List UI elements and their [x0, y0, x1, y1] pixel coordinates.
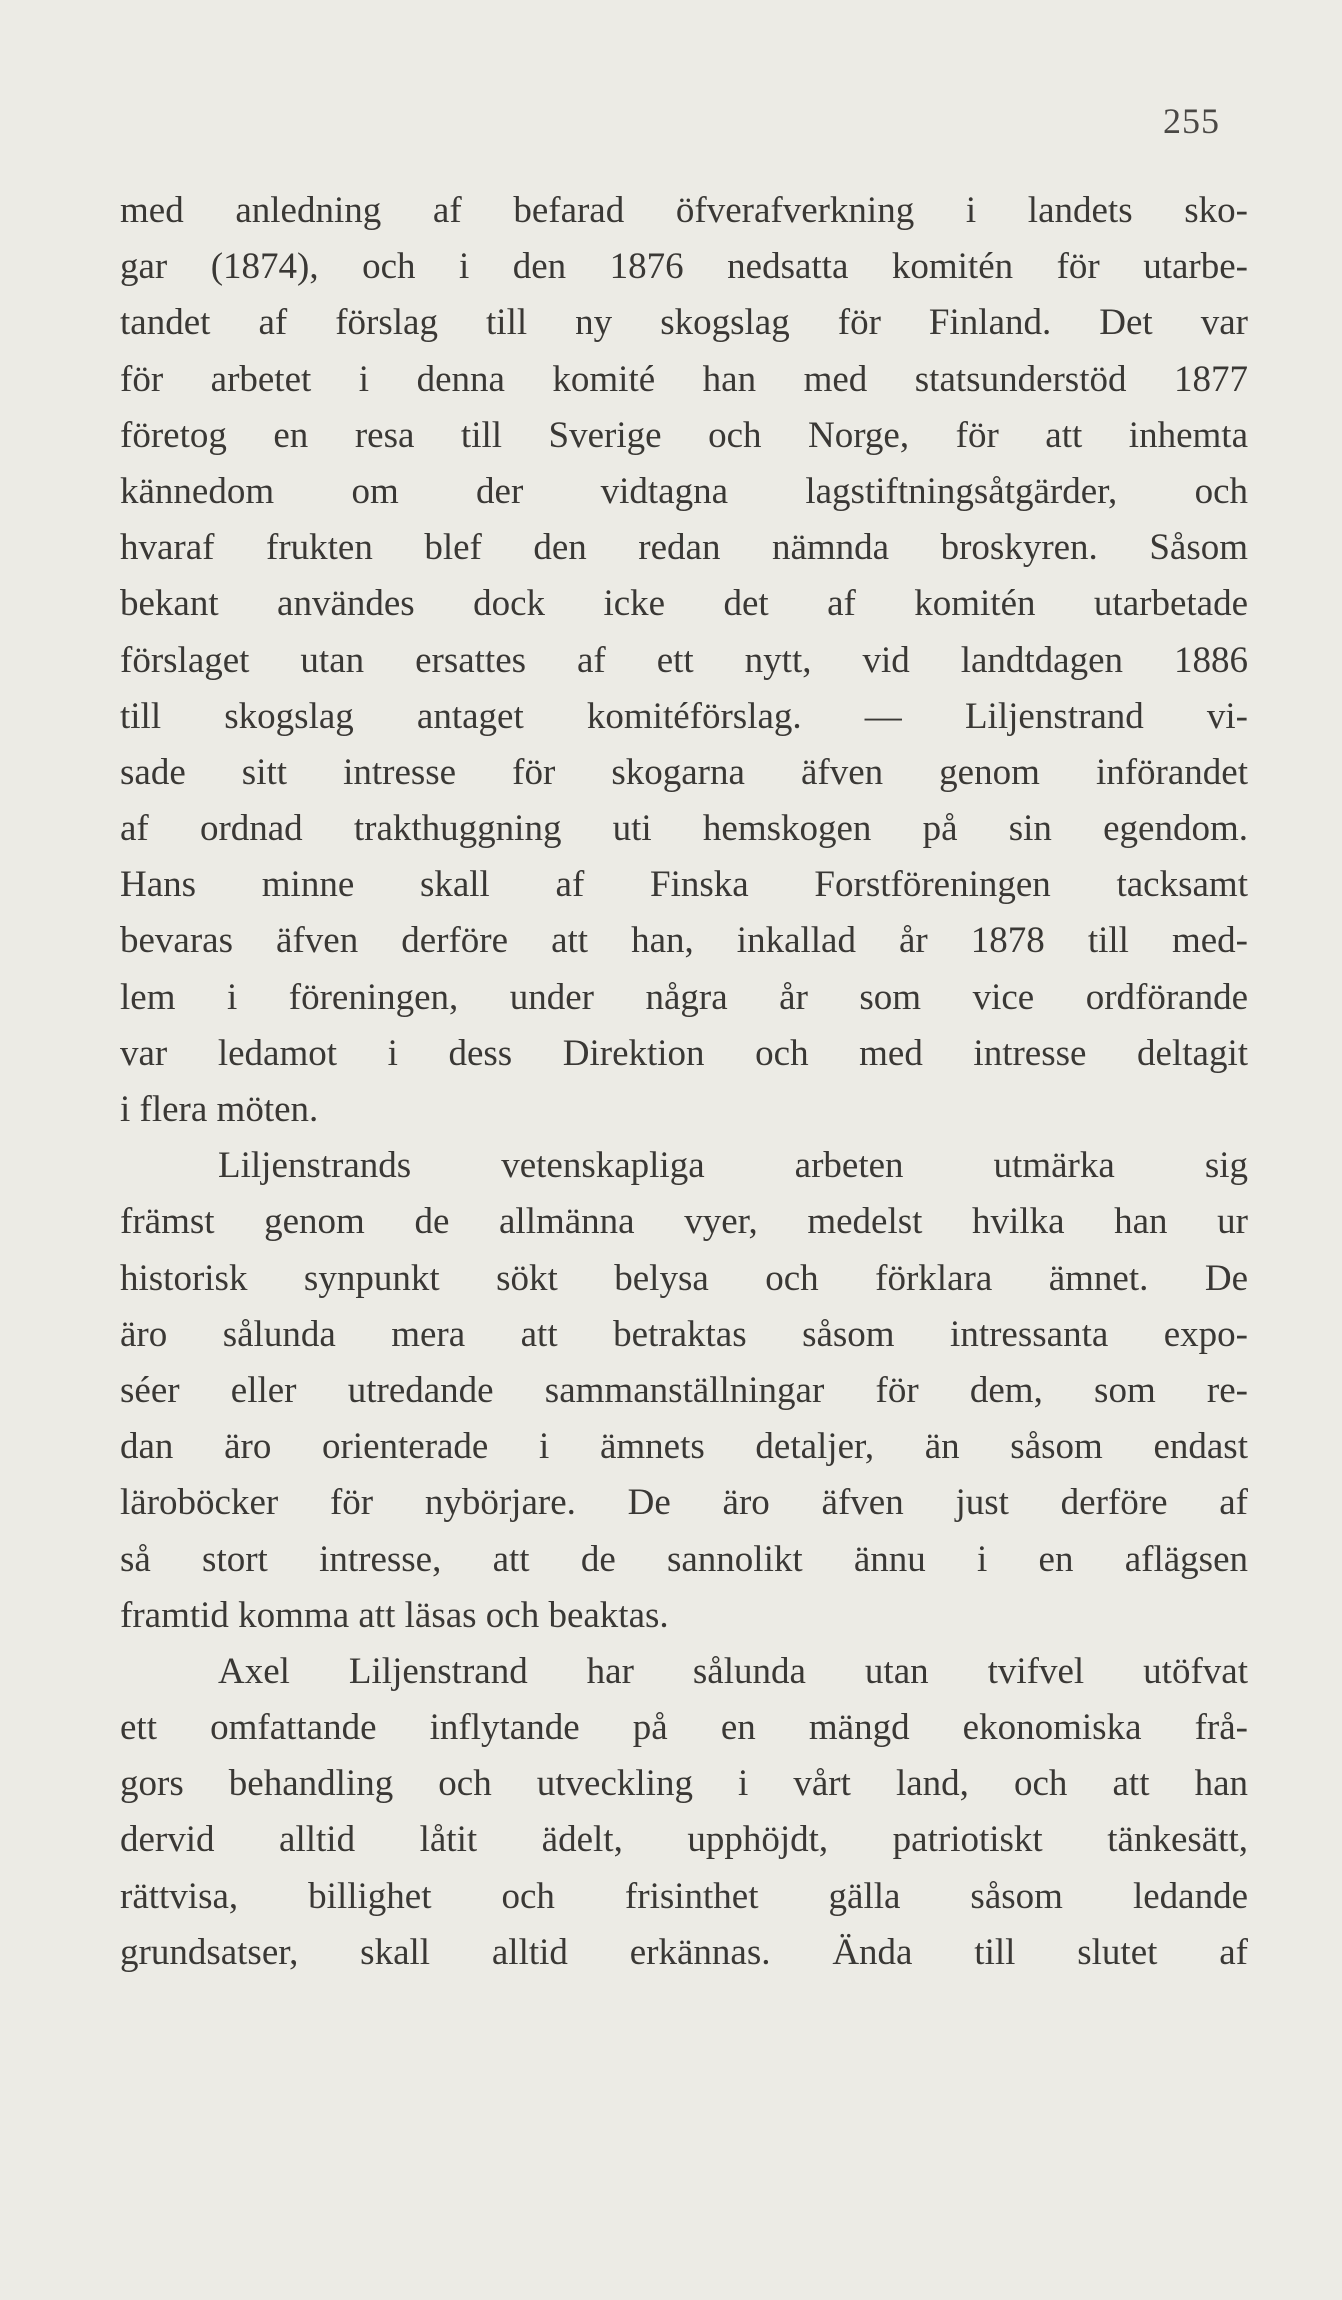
- text-line: främst genom de allmänna vyer, medelst hvilka han ur: [120, 1201, 1248, 1243]
- text-line: så stort intresse, att de sannolikt ännu i en aflägsen: [120, 1538, 1248, 1580]
- text-line: med anledning af befarad öfverafverkning i landets sko-: [120, 190, 1248, 231]
- text-line: förslaget utan ersattes af ett nytt, vid landtdagen 1886: [120, 639, 1248, 681]
- text-line: grundsatser, skall alltid erkännas. Ända till slutet af: [120, 1931, 1248, 1973]
- text-line: gar (1874), och i den 1876 nedsatta komitén för utarbe-: [120, 246, 1248, 288]
- text-line: kännedom om der vidtagna lagstiftningsåtgärder, och: [120, 470, 1248, 512]
- text-line: framtid komma att läsas och beaktas.: [120, 1594, 669, 1636]
- text-line: gors behandling och utveckling i vårt land, och att han: [120, 1763, 1248, 1805]
- text-line: äro sålunda mera att betraktas såsom intressanta expo-: [120, 1313, 1248, 1355]
- text-line: ett omfattande inflytande på en mängd ekonomiska frå-: [120, 1707, 1248, 1749]
- text-line: var ledamot i dess Direktion och med intresse deltagit: [120, 1032, 1248, 1074]
- text-line: för arbetet i denna komité han med statsunderstöd 1877: [120, 358, 1248, 400]
- text-line: sade sitt intresse för skogarna äfven genom införandet: [120, 751, 1248, 793]
- text-line: hvaraf frukten blef den redan nämnda broskyren. Såsom: [120, 527, 1248, 569]
- text-line: Liljenstrands vetenskapliga arbeten utmärka sig: [218, 1145, 1248, 1187]
- body-text: [120, 183, 1248, 1981]
- text-line: läroböcker för nybörjare. De äro äfven just derföre af: [120, 1482, 1248, 1524]
- text-line: företog en resa till Sverige och Norge, för att inhemta: [120, 414, 1248, 456]
- text-line: historisk synpunkt sökt belysa och förklara ämnet. De: [120, 1257, 1248, 1299]
- text-line: Axel Liljenstrand har sålunda utan tvifvel utöfvat: [218, 1650, 1248, 1692]
- text-line: Hans minne skall af Finska Forstföreningen tacksamt: [120, 864, 1248, 906]
- text-line: i flera möten.: [120, 1089, 319, 1130]
- text-line: af ordnad trakthuggning uti hemskogen på sin egendom.: [120, 808, 1248, 850]
- text-line: lem i föreningen, under några år som vice ordförande: [120, 976, 1248, 1018]
- text-line: bevaras äfven derföre att han, inkallad år 1878 till med-: [120, 920, 1248, 962]
- text-line: tandet af förslag till ny skogslag för Finland. Det var: [120, 302, 1248, 344]
- page-number: 255: [1163, 101, 1220, 141]
- text-line: bekant användes dock icke det af komitén utarbetade: [120, 583, 1248, 625]
- text-line: dan äro orienterade i ämnets detaljer, än såsom endast: [120, 1426, 1248, 1468]
- text-line: till skogslag antaget komitéförslag. — Liljenstrand vi-: [120, 695, 1248, 737]
- text-line: séer eller utredande sammanställningar för dem, som re-: [120, 1369, 1248, 1411]
- text-line: rättvisa, billighet och frisinthet gälla såsom ledande: [120, 1875, 1248, 1917]
- text-line: dervid alltid låtit ädelt, upphöjdt, patriotiskt tänkesätt,: [120, 1819, 1248, 1861]
